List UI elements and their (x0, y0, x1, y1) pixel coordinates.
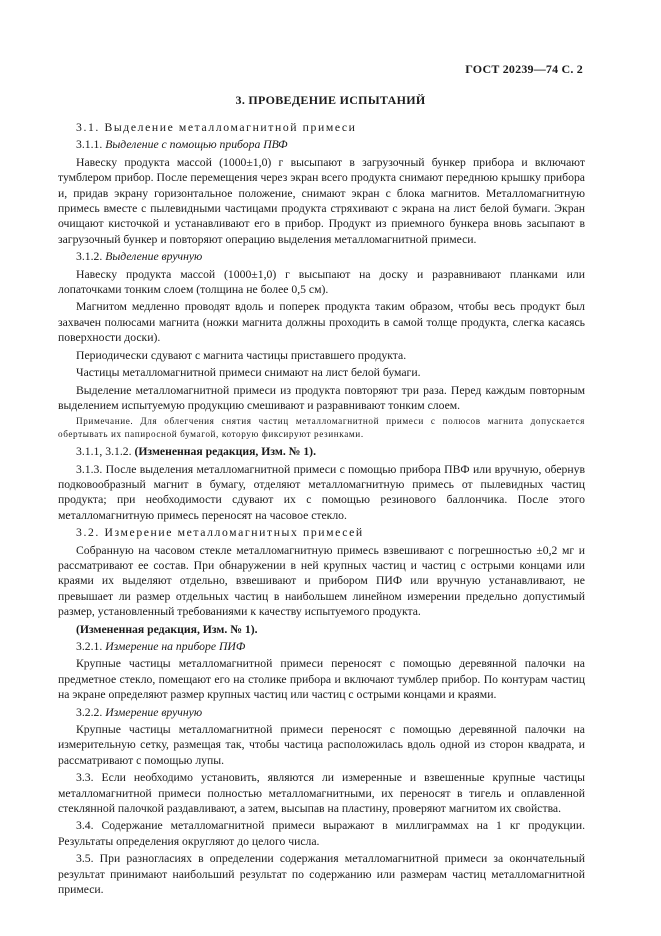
paragraph-text: Примечание. Для облегчения снятия частиц металломагнитной примеси с полюсов магнита допускается обертывать их папиросной бумагой, которую фиксируют резинками. (58, 416, 585, 439)
paragraph-note (58, 415, 585, 440)
clause-number: 3.1.2. (76, 250, 106, 264)
amendment-note: (Измененная редакция, Изм. № 1). (76, 622, 258, 636)
paragraph-text: Измерение на приборе ПИФ (105, 640, 246, 653)
paragraph-text (58, 722, 585, 768)
paragraph-text (58, 155, 585, 247)
paragraph-text: Собранную на часовом стекле металломагнитную примесь взвешивают с погрешностью ±0,2 мг и рассматривают ее состав. При обнаружении в ней крупных частиц и частиц с острыми концами или краями их выделяют отдельно, взвешивают и прибором ПИФ или вручную устанавливают, не превышает ли размер отдельных частиц в наибольшем линейном измерении предельно допустимый размер, установленный требованиями к качеству испытуемого продукта. (58, 543, 585, 619)
paragraph-text (58, 383, 585, 414)
paragraph-text (58, 348, 585, 363)
clause-number: 3.1.1. (76, 138, 106, 152)
paragraph-text (58, 365, 585, 380)
paragraph-text: Магнитом медленно проводят вдоль и поперек продукта таким образом, чтобы весь продукт был захвачен полюсами магнита (ножки магнита должны проходить в самой толще продукта, слегка касаясь поверхности доски). (58, 300, 585, 345)
paragraph-sub (58, 137, 585, 152)
amendment-note: (Измененная редакция, Изм. № 1). (134, 445, 316, 459)
paragraph-sub (58, 249, 585, 264)
paragraph-text (58, 462, 585, 524)
paragraph-text (58, 543, 585, 620)
paragraph-text (58, 656, 585, 702)
paragraph-text: 3.1. Выделение металломагнитной примеси (76, 121, 357, 134)
paragraph-text: Навеску продукта массой (1000±1,0) г высыпают на доску и разравнивают планками или лопаточками тонким слоем (толщина не более 0,5 см). (58, 267, 585, 297)
paragraph-sub (58, 639, 585, 654)
clause-number: 3.1.1, 3.1.2. (76, 445, 135, 459)
paragraph-text: 3.5. При разногласиях в определении содержания металломагнитной примеси за окончательный результат принимают наибольший результат по содержанию или размерам частиц металломагнитной примеси. (58, 852, 585, 897)
paragraph-text: 3.2. Измерение металломагнитных примесей (76, 526, 364, 540)
paragraph-text: 3.4. Содержание металломагнитной примеси выражают в миллиграммах на 1 кг продукции. Результаты определения округляют до целого числа. (58, 819, 585, 848)
paragraph-text: Периодически сдувают с магнита частицы приставшего продукта. (76, 348, 407, 362)
paragraph-sub (58, 705, 585, 720)
paragraph-text: 3.1.3. После выделения металломагнитной примеси с помощью прибора ПВФ или вручную, обернув подковообразный магнит в бумагу, отделяют металломагнитную примесь от пылевидных частиц продукта; при необходимости сдувают их с помощью резинового баллончика. После этого металломагнитную примесь переносят на часовое стекло. (58, 462, 585, 522)
paragraph-text: Крупные частицы металломагнитной примеси переносят с помощью деревянной палочки на измерительную сетку, размещая так, чтобы частица расположилась вдоль одной из сторон квадрата, и рассматривают с помощью лупы. (58, 723, 585, 767)
paragraph-text (58, 267, 585, 298)
paragraph-text: Выделение металломагнитной примеси из продукта повторяют три раза. Перед каждым повторным выделением испытуемую продукцию смешивают и разравнивают тонким слоем. (58, 383, 585, 412)
paragraph-text (58, 444, 585, 459)
paragraph-sec (58, 525, 585, 540)
clause-number: 3.2.1. (76, 640, 106, 653)
paragraph-text (58, 299, 585, 345)
paragraph-text (58, 770, 585, 816)
paragraph-text (58, 818, 585, 849)
document-body (58, 120, 585, 900)
paragraph-text: Выделение вручную (105, 250, 203, 264)
paragraph-text: 3.3. Если необходимо установить, являются ли измеренные и взвешенные крупные частицы металломагнитной примеси полностью металломагнитными, их переносят в тигель и оплавленной стеклянной палочкой раздавливают, а затем, высыпав на пластину, проверяют магнитом их свойства. (58, 771, 585, 816)
clause-number: 3.2.2. (76, 705, 106, 719)
paragraph-text: Крупные частицы металломагнитной примеси переносят с помощью деревянной палочки на предметное стекло, помещают его на столике прибора и включают тумблер прибор. По контурам частиц на экране определяют размер крупных частиц или частиц с острыми концами и краями. (58, 657, 585, 702)
paragraph-text: Измерение вручную (105, 705, 203, 719)
paragraph-text: Выделение с помощью прибора ПВФ (105, 138, 288, 152)
page-header: ГОСТ 20239—74 С. 2 (465, 62, 583, 76)
paragraph-text (58, 851, 585, 897)
section-title: 3. ПРОВЕДЕНИЕ ИСПЫТАНИЙ (235, 93, 426, 107)
paragraph-text (58, 622, 585, 637)
paragraph-text: Навеску продукта массой (1000±1,0) г высыпают в загрузочный бункер прибора и включают тумблером прибор. После перемещения через экран всего продукта снимают переднюю крышку прибора и, придав экрану горизонтальное положение, снимают экран с блока магнитов. Металломагнитную примесь вместе с пылевидными частицами продукта стряхивают с экрана на лист белой бумаги. Экран очищают кисточкой и устанавливают его в прибор. Продукт из приемного бункера вновь засыпают в загрузочный бункер и повторяют операцию выделения металломагнитной примеси. (58, 155, 585, 246)
paragraph-sec (58, 120, 585, 135)
paragraph-text: Частицы металломагнитной примеси снимают на лист белой бумаги. (76, 366, 421, 380)
